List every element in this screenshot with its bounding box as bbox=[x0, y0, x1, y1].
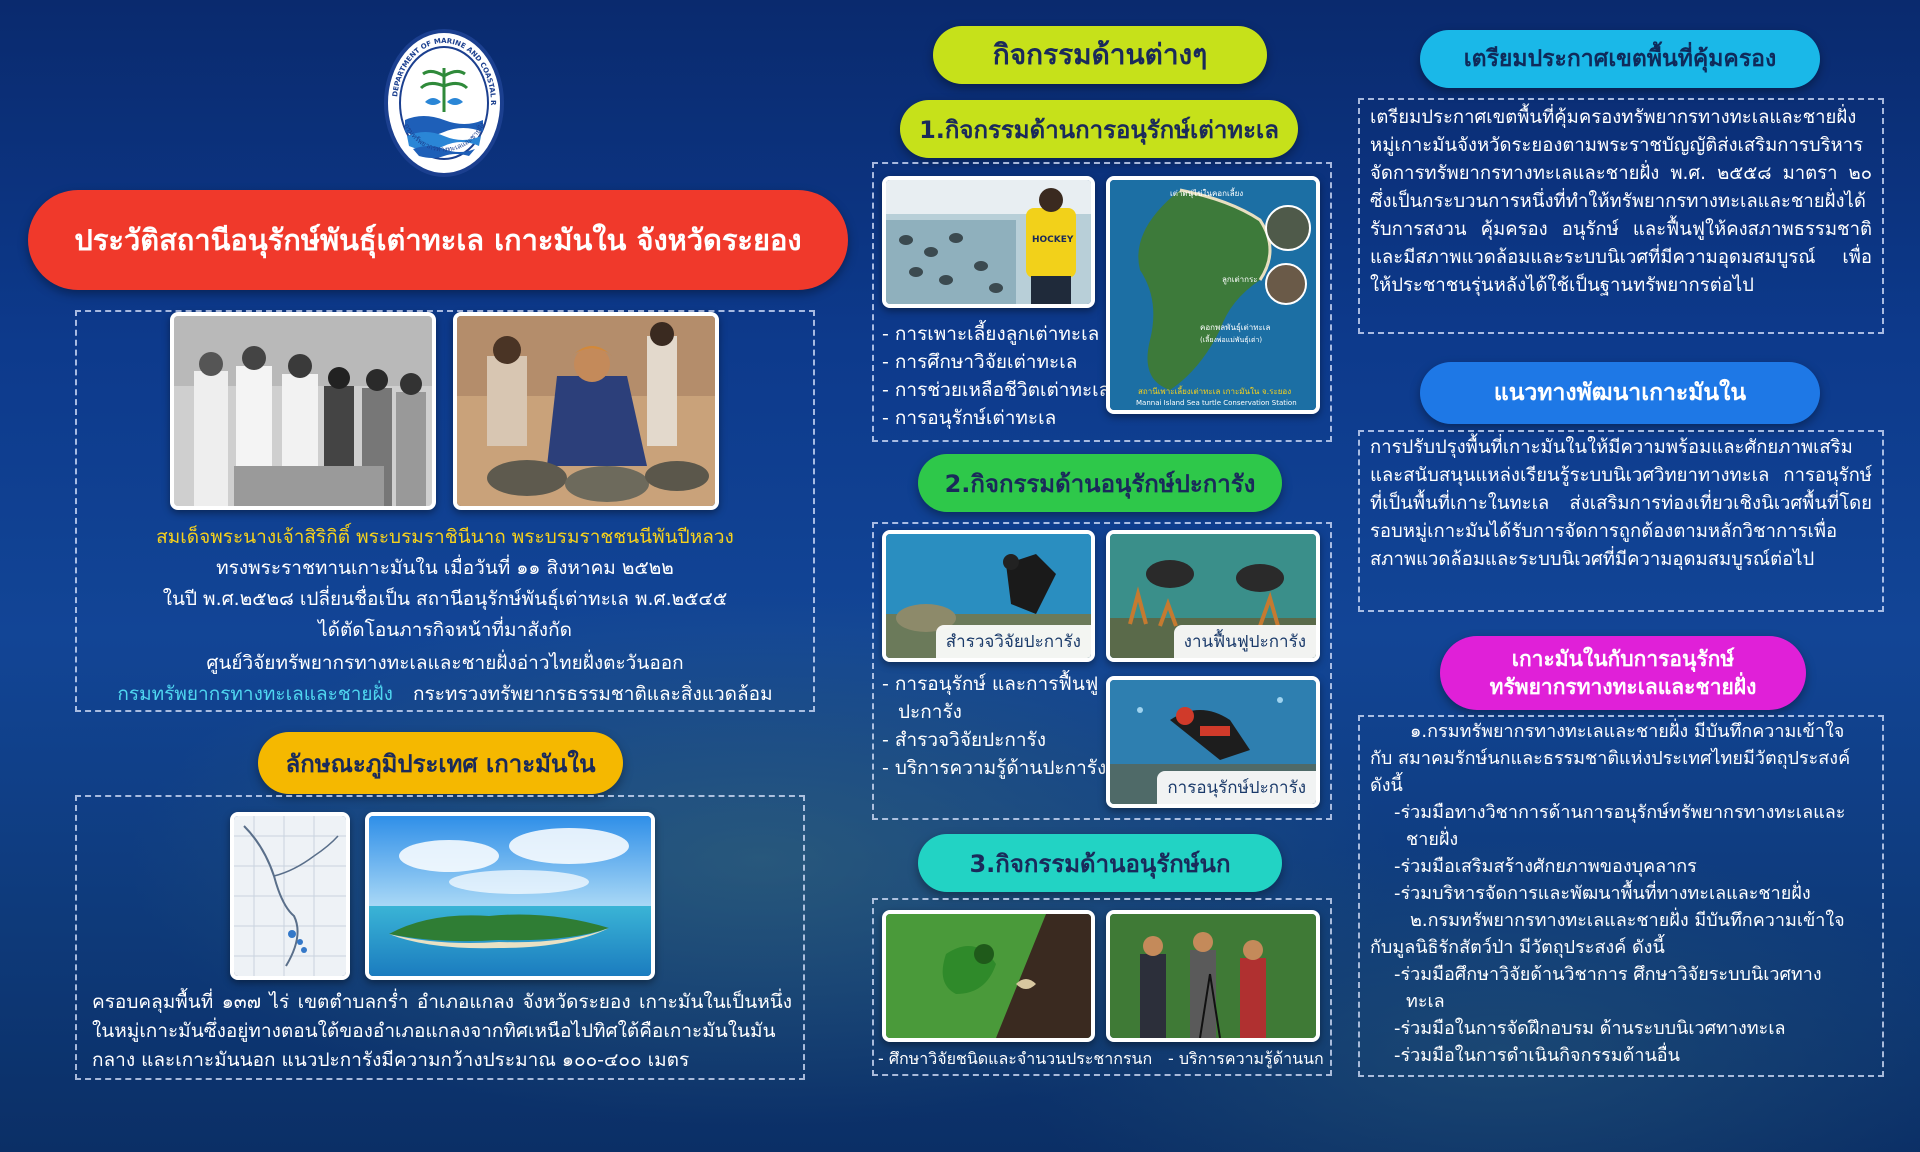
activities-title-text: กิจกรรมด้านต่างๆ bbox=[992, 38, 1208, 71]
coral-item-3: - บริการความรู้ด้านปะการัง bbox=[882, 757, 1107, 779]
turtle-item-2: - การศึกษาวิจัยเต่าทะเล bbox=[882, 351, 1078, 373]
partnership-line-12: -ร่วมมือในการจัดฝึกอบรม ด้านระบบนิเวศทางทะเล bbox=[1394, 1018, 1786, 1039]
coral-activity-title bbox=[918, 454, 1282, 512]
royal-visit-photo-1 bbox=[170, 312, 436, 510]
protected-area-title bbox=[1420, 30, 1820, 88]
partnership-line-1: ๑.กรมทรัพยากรทางทะเลและชายฝั่ง มีบันทึกความเข้าใจ bbox=[1410, 721, 1845, 742]
partnership-line-9: กับมูลนิธิรักสัตว์ป่า มีวัตถุประสงค์ ดังนี้ bbox=[1370, 937, 1665, 958]
bird-activity-title-text: 3.กิจกรรมด้านอนุรักษ์นก bbox=[969, 849, 1231, 878]
map-caption-en: Mannai Island Sea turtle Conservation Station bbox=[1136, 399, 1297, 407]
turtle-item-4: - การอนุรักษ์เต่าทะเล bbox=[882, 407, 1057, 429]
coral-item-1: - การอนุรักษ์ และการฟื้นฟู bbox=[882, 673, 1099, 695]
history-line-2: ทรงพระราชทานเกาะมันใน เมื่อวันที่ ๑๑ สิงหาคม ๒๕๒๒ bbox=[216, 557, 674, 579]
coral-survey-photo bbox=[882, 530, 1095, 662]
partnership-line-13: -ร่วมมือในการดำเนินกิจกรรมด้านอื่น bbox=[1394, 1045, 1680, 1066]
map-label-pen-sub: (เลี้ยงพ่อแม่พันธุ์เต่า) bbox=[1200, 336, 1263, 344]
development-title-text: แนวทางพัฒนาเกาะมันใน bbox=[1493, 380, 1747, 406]
coral-item-1b: ปะการัง bbox=[898, 701, 962, 723]
department-name-highlight: กรมทรัพยากรทางทะเลและชายฝั่ง bbox=[117, 683, 393, 705]
island-station-map-photo bbox=[1106, 176, 1320, 414]
turtle-activity-list bbox=[882, 320, 1111, 432]
partnership-line-4: -ร่วมมือทางวิชาการด้านการอนุรักษ์ทรัพยากรทางทะเลและ bbox=[1394, 802, 1846, 823]
development-text: การปรับปรุงพื้นที่เกาะมันในให้มีความพร้อมและศักยภาพเสริมและสนับสนุนแหล่งเรียนรู้ระบบนิเวศวิทยาทางทะเล การอนุรักษ์ที่เป็นพื้นที่เกาะในทะเล ส่งเสริมการท่องเที่ยวเชิงนิเวศพื้นที่โดยรอบหมู่เกาะมันได้รับการจัดการถูกต้องตามหลักวิชาการเพื่อสภาพแวดล้อมและระบบนิเวศที่มีความอุดมสมบูรณ์ต่อไป bbox=[1370, 437, 1872, 570]
geography-title-text: ลักษณะภูมิประเทศ เกาะมันใน bbox=[285, 749, 596, 778]
partnership-line-3: ดังนี้ bbox=[1370, 775, 1403, 796]
coral-restoration-photo bbox=[1106, 530, 1320, 662]
development-title bbox=[1420, 362, 1820, 424]
logo-inner-text: กรมทรัพยากรทางทะเลและชายฝั่ง bbox=[402, 121, 487, 154]
partnership-list bbox=[1370, 718, 1876, 1069]
main-title-text: ประวัติสถานีอนุรักษ์พันธุ์เต่าทะเล เกาะมันใน จังหวัดระยอง bbox=[74, 223, 802, 257]
coral-conservation-caption: การอนุรักษ์ปะการัง bbox=[1157, 771, 1316, 804]
coral-activity-list bbox=[882, 670, 1107, 782]
coral-item-2: - สำรวจวิจัยปะการัง bbox=[882, 729, 1047, 751]
island-map-image bbox=[230, 812, 350, 980]
coral-restoration-caption: งานฟื้นฟูปะการัง bbox=[1174, 625, 1316, 658]
bird-activity-title bbox=[918, 834, 1282, 892]
main-title bbox=[28, 190, 848, 290]
history-line-5: ศูนย์วิจัยทรัพยากรทางทะเลและชายฝั่งอ่าวไทยฝั่งตะวันออก bbox=[206, 652, 684, 674]
turtle-item-3: - การช่วยเหลือชีวิตเต่าทะเล bbox=[882, 379, 1111, 401]
coral-activity-title-text: 2.กิจกรรมด้านอนุรักษ์ปะการัง bbox=[944, 469, 1256, 498]
coral-conservation-photo bbox=[1106, 676, 1320, 808]
department-logo bbox=[383, 28, 505, 178]
coral-survey-caption: สำรวจวิจัยปะการัง bbox=[936, 625, 1091, 658]
map-label-mid: ลูกเต่ากระ bbox=[1222, 275, 1258, 284]
turtle-activity-title-text: 1.กิจกรรมด้านการอนุรักษ์เต่าทะเล bbox=[919, 115, 1279, 144]
logo-outer-text: DEPARTMENT OF MARINE AND COASTAL R bbox=[391, 36, 498, 106]
partnership-line-10: -ร่วมมือศึกษาวิจัยด้านวิชาการ ศึกษาวิจัยระบบนิเวศทาง bbox=[1394, 964, 1822, 985]
partnership-line-7: -ร่วมบริหารจัดการและพัฒนาพื้นที่ทางทะเลและชายฝั่ง bbox=[1394, 883, 1811, 904]
turtle-nursery-photo bbox=[882, 176, 1095, 308]
history-line-4: ได้ตัดโอนภารกิจหน้าที่มาสังกัด bbox=[318, 619, 572, 641]
activities-title bbox=[933, 26, 1267, 84]
turtle-activity-title bbox=[900, 100, 1298, 158]
map-caption-th: สถานีเพาะเลี้ยงเต่าทะเล เกาะมันใน จ.ระยอง bbox=[1138, 387, 1292, 396]
map-label-top: เต่าตนุ่ไข่ในคอกเลี้ยง bbox=[1170, 189, 1244, 198]
bird-research-photo bbox=[882, 910, 1095, 1042]
protected-area-title-text: เตรียมประกาศเขตพื้นที่คุ้มครอง bbox=[1463, 46, 1777, 72]
partnership-line-5: ชายฝั่ง bbox=[1406, 829, 1459, 850]
map-label-pen: คอกพลพันธุ์เต่าทะเล bbox=[1200, 323, 1271, 332]
birdwatching-photo bbox=[1106, 910, 1320, 1042]
partnership-line-11: ทะเล bbox=[1406, 991, 1445, 1012]
partnership-line-2: กับ สมาคมรักษ์นกและธรรมชาติแห่งประเทศไทยมีวัตถุประสงค์ bbox=[1370, 748, 1851, 769]
bird-caption-right: - บริการความรู้ด้านนก bbox=[1168, 1049, 1324, 1068]
history-line-1: สมเด็จพระนางเจ้าสิริกิติ์ พระบรมราชินีนาถ พระบรมราชชนนีพันปีหลวง bbox=[156, 526, 734, 548]
protected-area-text: เตรียมประกาศเขตพื้นที่คุ้มครองทรัพยากรทางทะเลและชายฝั่งหมู่เกาะมันจังหวัดระยองตามพระราชบัญญัติส่งเสริมการบริหารจัดการทรัพยากรทางทะเลและชายฝั่ง พ.ศ. ๒๕๕๘ มาตรา ๒๐ ซึ่งเป็นกระบวนการหนึ่งที่ทำให้ทรัพยากรทางทะเลและชายฝั่งได้รับการสงวน คุ้มครอง อนุรักษ์ และฟื้นฟูให้คงสภาพธรรมชาติและมีสภาพแวดล้อมและระบบนิเวศที่มีความอุดมสมบูรณ์ เพื่อให้ประชาชนรุ่นหลังได้ใช้เป็นฐานทรัพยากรต่อไป bbox=[1370, 107, 1872, 296]
partnership-line-6: -ร่วมมือเสริมสร้างศักยภาพของบุคลากร bbox=[1394, 856, 1697, 877]
history-line-6 bbox=[80, 680, 810, 708]
partnership-title-line2: ทรัพยากรทางทะเลและชายฝั่ง bbox=[1489, 675, 1757, 699]
geography-title bbox=[258, 732, 623, 794]
shirt-text: HOCKEY bbox=[1032, 235, 1074, 245]
partnership-title-line1: เกาะมันในกับการอนุรักษ์ bbox=[1511, 647, 1735, 671]
partnership-title bbox=[1440, 636, 1806, 710]
royal-visit-photo-2 bbox=[453, 312, 719, 510]
island-aerial-photo bbox=[365, 812, 655, 980]
partnership-line-8: ๒.กรมทรัพยากรทางทะเลและชายฝั่ง มีบันทึกความเข้าใจ bbox=[1410, 910, 1845, 931]
turtle-item-1: - การเพาะเลี้ยงลูกเต่าทะเล bbox=[882, 323, 1100, 345]
history-line-3: ในปี พ.ศ.๒๕๒๘ เปลี่ยนชื่อเป็น สถานีอนุรักษ์พันธุ์เต่าทะเล พ.ศ.๒๕๔๕ bbox=[162, 588, 728, 610]
bird-caption-left: - ศึกษาวิจัยชนิดและจำนวนประชากรนก bbox=[878, 1049, 1153, 1068]
geography-text: ครอบคลุมพื้นที่ ๑๓๗ ไร่ เขตตำบลกร่ำ อำเภอแกลง จังหวัดระยอง เกาะมันในเป็นหนึ่งในหมู่เกาะมันซึ่งอยู่ทางตอนใต้ของอำเภอแกลงจากทิศเหนือไปทิศใต้คือเกาะมันในมันกลาง และเกาะมันนอก แนวปะการังมีความกว้างประมาณ ๑๐๐-๔๐๐ เมตร bbox=[92, 991, 792, 1071]
ministry-name: กระทรวงทรัพยากรธรรมชาติและสิ่งแวดล้อม bbox=[413, 683, 773, 705]
